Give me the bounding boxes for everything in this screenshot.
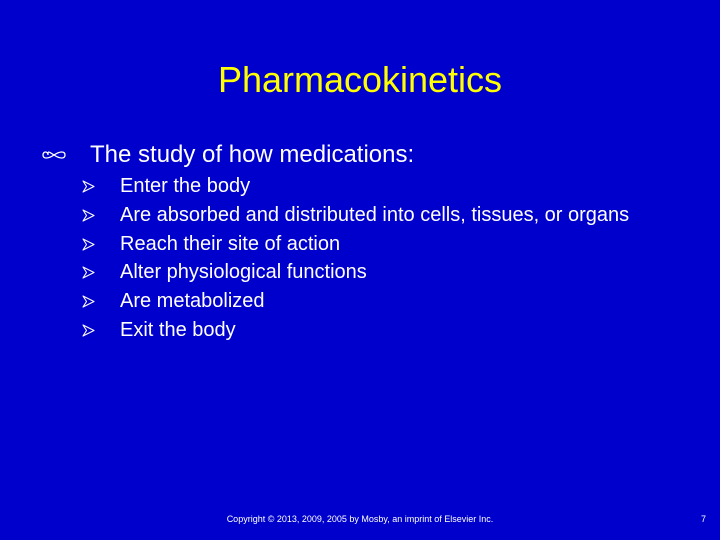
arrow-bullet-icon (82, 238, 95, 251)
main-bullet (42, 138, 682, 172)
arrow-bullet-icon (82, 209, 95, 222)
sub-bullet-text: Reach their site of action (120, 232, 341, 255)
page-number: 7 (700, 514, 706, 524)
sub-bullet-item (74, 172, 674, 201)
sub-bullet-item (74, 287, 674, 316)
sub-bullet-list (74, 172, 674, 345)
sub-bullet-item (74, 230, 674, 259)
sub-bullet-text: Exit the body (120, 318, 236, 341)
arrow-bullet-icon (82, 266, 95, 279)
arrow-bullet-icon (82, 324, 95, 337)
sub-bullet-item (74, 316, 674, 345)
sub-bullet-text: Alter physiological functions (120, 261, 367, 284)
infinity-bullet-icon (42, 148, 66, 162)
sub-bullet-text: Are metabolized (120, 290, 265, 313)
sub-bullet-text: Enter the body (120, 175, 251, 197)
arrow-bullet-icon (82, 295, 95, 308)
sub-bullet-item (74, 258, 674, 287)
sub-bullet-text: Are absorbed and distributed into cells, tissues, or organs (120, 203, 630, 226)
arrow-bullet-icon (82, 180, 95, 193)
footer-copyright: Copyright © 2013, 2009, 2005 by Mosby, an imprint of Elsevier Inc. (226, 514, 494, 524)
sub-bullet-item (74, 201, 674, 230)
main-bullet-text: The study of how medications: (90, 141, 415, 168)
slide-title: Pharmacokinetics (217, 59, 503, 100)
